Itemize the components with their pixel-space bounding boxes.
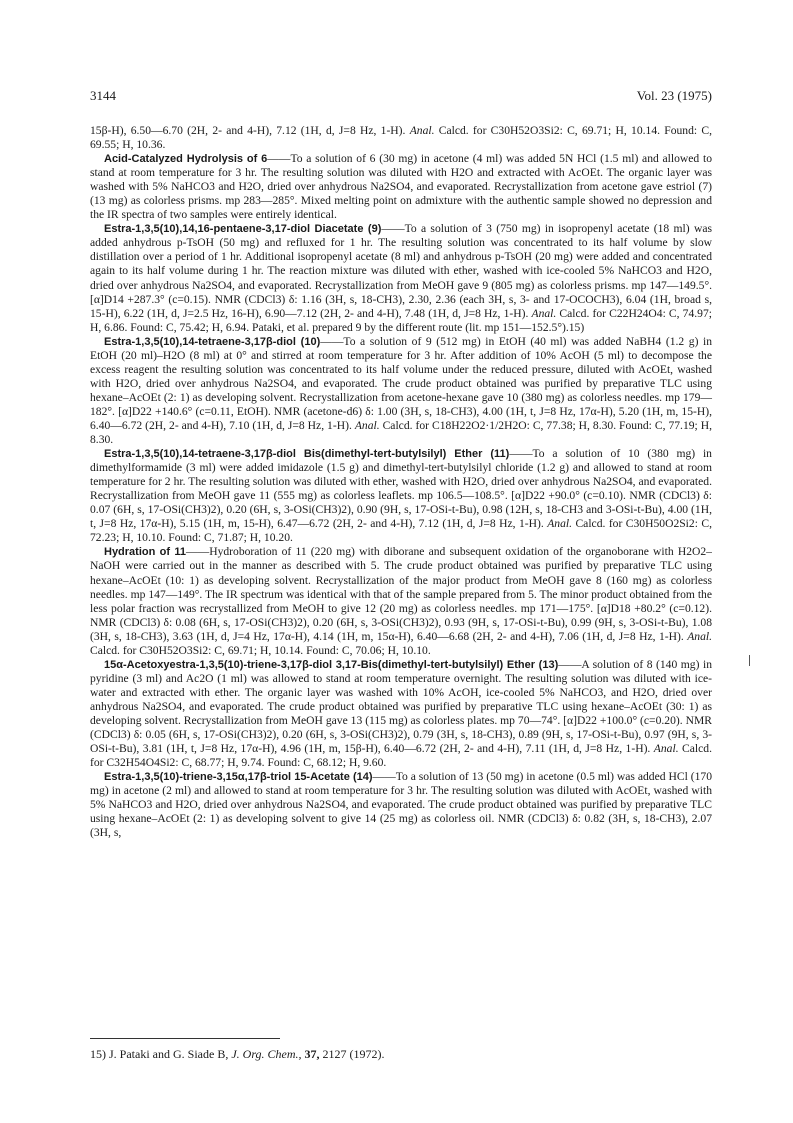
- page-number: 3144: [90, 88, 116, 103]
- analysis-label: Anal.: [409, 124, 435, 137]
- footnote-authors: J. Pataki and G. Siade B,: [109, 1047, 229, 1061]
- section-heading: 15α-Acetoxyestra-1,3,5(10)-triene-3,17β-diol 3,17-Bis(dimethyl-tert-butylsilyl) Ether (13): [104, 658, 559, 671]
- section-heading: Acid-Catalyzed Hydrolysis of 6: [104, 153, 268, 166]
- footnote: [90, 1047, 712, 1062]
- margin-mark: [749, 655, 750, 666]
- footnote-volume: 37,: [304, 1047, 320, 1061]
- section-compound-10: [90, 335, 712, 447]
- section-compound-14: [90, 770, 712, 840]
- analysis-text: Calcd. for C30H52O3Si2: C, 69.71; H, 10.14. Found: C, 69.55; H, 10.36.: [90, 124, 712, 152]
- paragraph-text: ——To a solution of 10 (380 mg) in dimethylformamide (3 ml) were added imidazole (1.5 g) and dimethyl-tert-butylsilyl chloride (1.2 g) and allowed to stand at room temperature for 2 hr. The resulting solution was diluted with ether, washed with H2O, dried over anhydrous Na2SO4, and evaporated. Recrystallization from MeOH gave 11 (555 mg) as colorless leaflets. mp 106.5—108.5°. [α]D22 +90.0° (c=0.10). NMR (CDCl3) δ: 0.07 (6H, s, 17-OSi(CH3)2), 0.20 (6H, s, 3-OSi(CH3)2), 0.90 (9H, s, 17-OSi-t-Bu), 0.98 (12H, s, 18-CH3 and 3-OSi-t-Bu), 4.00 (1H, t, J=8 Hz, 17α-H), 5.15 (1H, m, 15-H), 6.47—6.72 (2H, 2- and 4-H), 7.12 (1H, d, J=8 Hz, 1-H).: [90, 447, 712, 531]
- paragraph-text: ——To a solution of 3 (750 mg) in isopropenyl acetate (18 ml) was added anhydrous p-TsOH (50 mg) and refluxed for 1 hr. The resulting solution was concentrated to its half volume by slow distillation over a period of 1 hr. Additional isopropenyl acetate (8 ml) and anhydrous p-TsOH (20 mg) were added and concentrated again to its half volume during 1 hr. The reaction mixture was diluted with ether, washed with ice-cooled 5% NaHCO3 and H2O, dried over anhydrous Na2SO4, and evaporated. Recrystallization from MeOH gave 9 (805 mg) as colorless prisms. mp 147—149.5°. [α]D14 +287.3° (c=0.15). NMR (CDCl3) δ: 1.16 (3H, s, 18-CH3), 2.30, 2.36 (each 3H, s, 3- and 17-OCOCH3), 6.04 (1H, broad s, 15-H), 6.22 (1H, d, J=2.5 Hz, 16-H), 6.90—7.12 (2H, 2- and 4-H), 7.48 (1H, d, J=8 Hz, 1-H).: [90, 222, 712, 320]
- footnote-number: 15): [90, 1047, 106, 1061]
- analysis-text: Calcd. for C32H54O4Si2: C, 68.77; H, 9.74. Found: C, 68.12; H, 9.60.: [90, 742, 712, 770]
- analysis-text: Calcd. for C22H24O4: C, 74.97; H, 6.86. Found: C, 75.42; H, 6.94. Pataki, et al. prepared 9 by the different route (lit. mp 151—152.5°).15): [90, 306, 712, 334]
- paragraph-text: ——Hydroboration of 11 (220 mg) with diborane and subsequent oxidation of the organoborane with H2O2–NaOH were carried out in the manner as described with 5. The crude product obtained was purified by preparative TLC using hexane–AcOEt (10: 1) as developing solvent. Recrystallization of the major product from MeOH gave 8 (160 mg) as colorless needles. mp 147—149°. The IR spectrum was identical with that of the sample prepared from 5. The minor product obtained from the less polar fraction was recrystallized from MeOH to give 12 (20 mg) as colorless needles. mp 171—175°. [α]D18 +80.2° (c=0.12). NMR (CDCl3) δ: 0.08 (6H, s, 17-OSi(CH3)2), 0.20 (6H, s, 3-OSi(CH3)2), 0.93 (9H, s, 17-OSi-t-Bu), 0.99 (9H, s, 3-OSi-t-Bu), 1.08 (3H, s, 18-CH3), 3.63 (1H, d, J=4 Hz, 17α-H), 4.14 (1H, m, 15α-H), 6.40—6.68 (2H, 2- and 4-H), 7.06 (1H, d, J=8 Hz, 1-H).: [90, 545, 712, 643]
- article-body: [90, 124, 712, 840]
- paragraph-text: ——To a solution of 9 (512 mg) in EtOH (40 ml) was added NaBH4 (1.2 g) in EtOH (20 ml)–H2O (8 ml) at 0° and stirred at room temperature for 3 hr. After addition of 10% AcOH (5 ml) to decompose the excess reagent the resulting solution was concentrated to its half volume under the reduced pressure, diluted with AcOEt, washed with H2O, dried over anhydrous Na2SO4, and evaporated. The crude product obtained was purified by preparative TLC using hexane–AcOEt (2: 1) as developing solvent. Recrystallization from acetone-hexane gave 10 (380 mg) as colorless needles. mp 179—182°. [α]D22 +140.6° (c=0.11, EtOH). NMR (acetone-d6) δ: 1.00 (3H, s, 18-CH3), 4.00 (1H, t, J=8 Hz, 17α-H), 5.20 (1H, m, 15-H), 6.40—6.72 (2H, 2- and 4-H), 7.10 (1H, d, J=8 Hz, 1-H).: [90, 334, 712, 432]
- paragraph-continued: [90, 124, 712, 152]
- section-heading: Estra-1,3,5(10),14-tetraene-3,17β-diol (10): [104, 335, 321, 348]
- section-heading: Estra-1,3,5(10),14-tetraene-3,17β-diol Bis(dimethyl-tert-butylsilyl) Ether (11): [104, 448, 510, 461]
- section-hydration-11: [90, 545, 712, 657]
- footnote-pages: 2127 (1972).: [322, 1047, 385, 1061]
- analysis-label: Anal.: [354, 418, 380, 432]
- section-compound-11: [90, 447, 712, 545]
- journal-volume: Vol. 23 (1975): [636, 88, 712, 103]
- analysis-text: Calcd. for C18H22O2·1/2H2O: C, 77.38; H, 8.30. Found: C, 77.19; H, 8.30.: [90, 418, 712, 447]
- section-compound-13: [90, 658, 712, 770]
- page-header: [90, 88, 712, 108]
- section-heading: Estra-1,3,5(10)-triene-3,15α,17β-triol 15-Acetate (14): [104, 771, 373, 784]
- analysis-label: Anal.: [687, 629, 712, 643]
- footnote-journal: J. Org. Chem.,: [231, 1047, 302, 1061]
- analysis-label: Anal.: [547, 517, 573, 531]
- analysis-label: Anal.: [653, 742, 679, 756]
- paragraph-text: ——A solution of 8 (140 mg) in pyridine (3 ml) and Ac2O (1 ml) was allowed to stand at room temperature overnight. The resulting solution was diluted with ice-water and extracted with ether. The organic layer was washed with 10% AcOH, ice-cooled 5% NaHCO3, and H2O, dried over anhydrous Na2SO4, and evaporated. The crude product obtained was purified by preparative TLC using hexane–AcOEt (30: 1) as developing solvent. Recrystallization from MeOH gave 13 (115 mg) as colorless plates. mp 70—74°. [α]D22 +100.0° (c=0.20). NMR (CDCl3) δ: 0.05 (6H, s, 17-OSi(CH3)2), 0.20 (6H, s, 3-OSi(CH3)2), 0.79 (3H, s, 18-CH3), 0.89 (9H, s, 17-OSi-t-Bu), 0.97 (9H, s, 3-OSi-t-Bu), 3.81 (1H, t, J=8 Hz, 17α-H), 4.96 (1H, m, 15β-H), 6.40—6.72 (2H, 2- and 4-H), 7.11 (1H, d, J=8 Hz, 1-H).: [90, 657, 712, 756]
- section-compound-9: [90, 222, 712, 334]
- analysis-label: Anal.: [531, 306, 557, 320]
- section-heading: Hydration of 11: [104, 546, 187, 559]
- section-heading: Estra-1,3,5(10),14,16-pentaene-3,17-diol Diacetate (9): [104, 223, 382, 236]
- footnote-rule: [90, 1038, 280, 1039]
- section-acid-hydrolysis: [90, 152, 712, 222]
- analysis-text: Calcd. for C30H50O2Si2: C, 72.23; H, 10.10. Found: C, 71.87; H, 10.20.: [90, 517, 712, 545]
- paragraph-text: ——To a solution of 6 (30 mg) in acetone (4 ml) was added 5N HCl (1.5 ml) and allowed to stand at room temperature for 3 hr. The resulting solution was diluted with H2O and extracted with AcOEt. The organic layer was washed with 5% NaHCO3 and H2O, dried over anhydrous Na2SO4, and evaporated. Recrystallization from acetone gave estriol (7) (13 mg) as colorless prisms. mp 283—285°. Mixed melting point on admixture with the authentic sample showed no depression and the IR spectra of two samples were entirely identical.: [90, 152, 712, 222]
- analysis-text: Calcd. for C30H52O3Si2: C, 69.71; H, 10.14. Found: C, 70.06; H, 10.10.: [90, 643, 431, 657]
- paragraph-text: 15β-H), 6.50—6.70 (2H, 2- and 4-H), 7.12 (1H, d, J=8 Hz, 1-H).: [90, 124, 406, 137]
- paragraph-text: ——To a solution of 13 (50 mg) in acetone (0.5 ml) was added HCl (170 mg) in acetone (2 ml) and allowed to stand at room temperature for 3 hr. The resulting solution was diluted with AcOEt, washed with 5% NaHCO3 and H2O, dried over anhydrous Na2SO4, and evaporated. The crude product obtained was purified by preparative TLC using hexane–AcOEt (2: 1) as developing solvent to give 14 (25 mg) as colorless oil. NMR (CDCl3) δ: 0.82 (3H, s, 18-CH3), 2.07 (3H, s,: [90, 770, 713, 840]
